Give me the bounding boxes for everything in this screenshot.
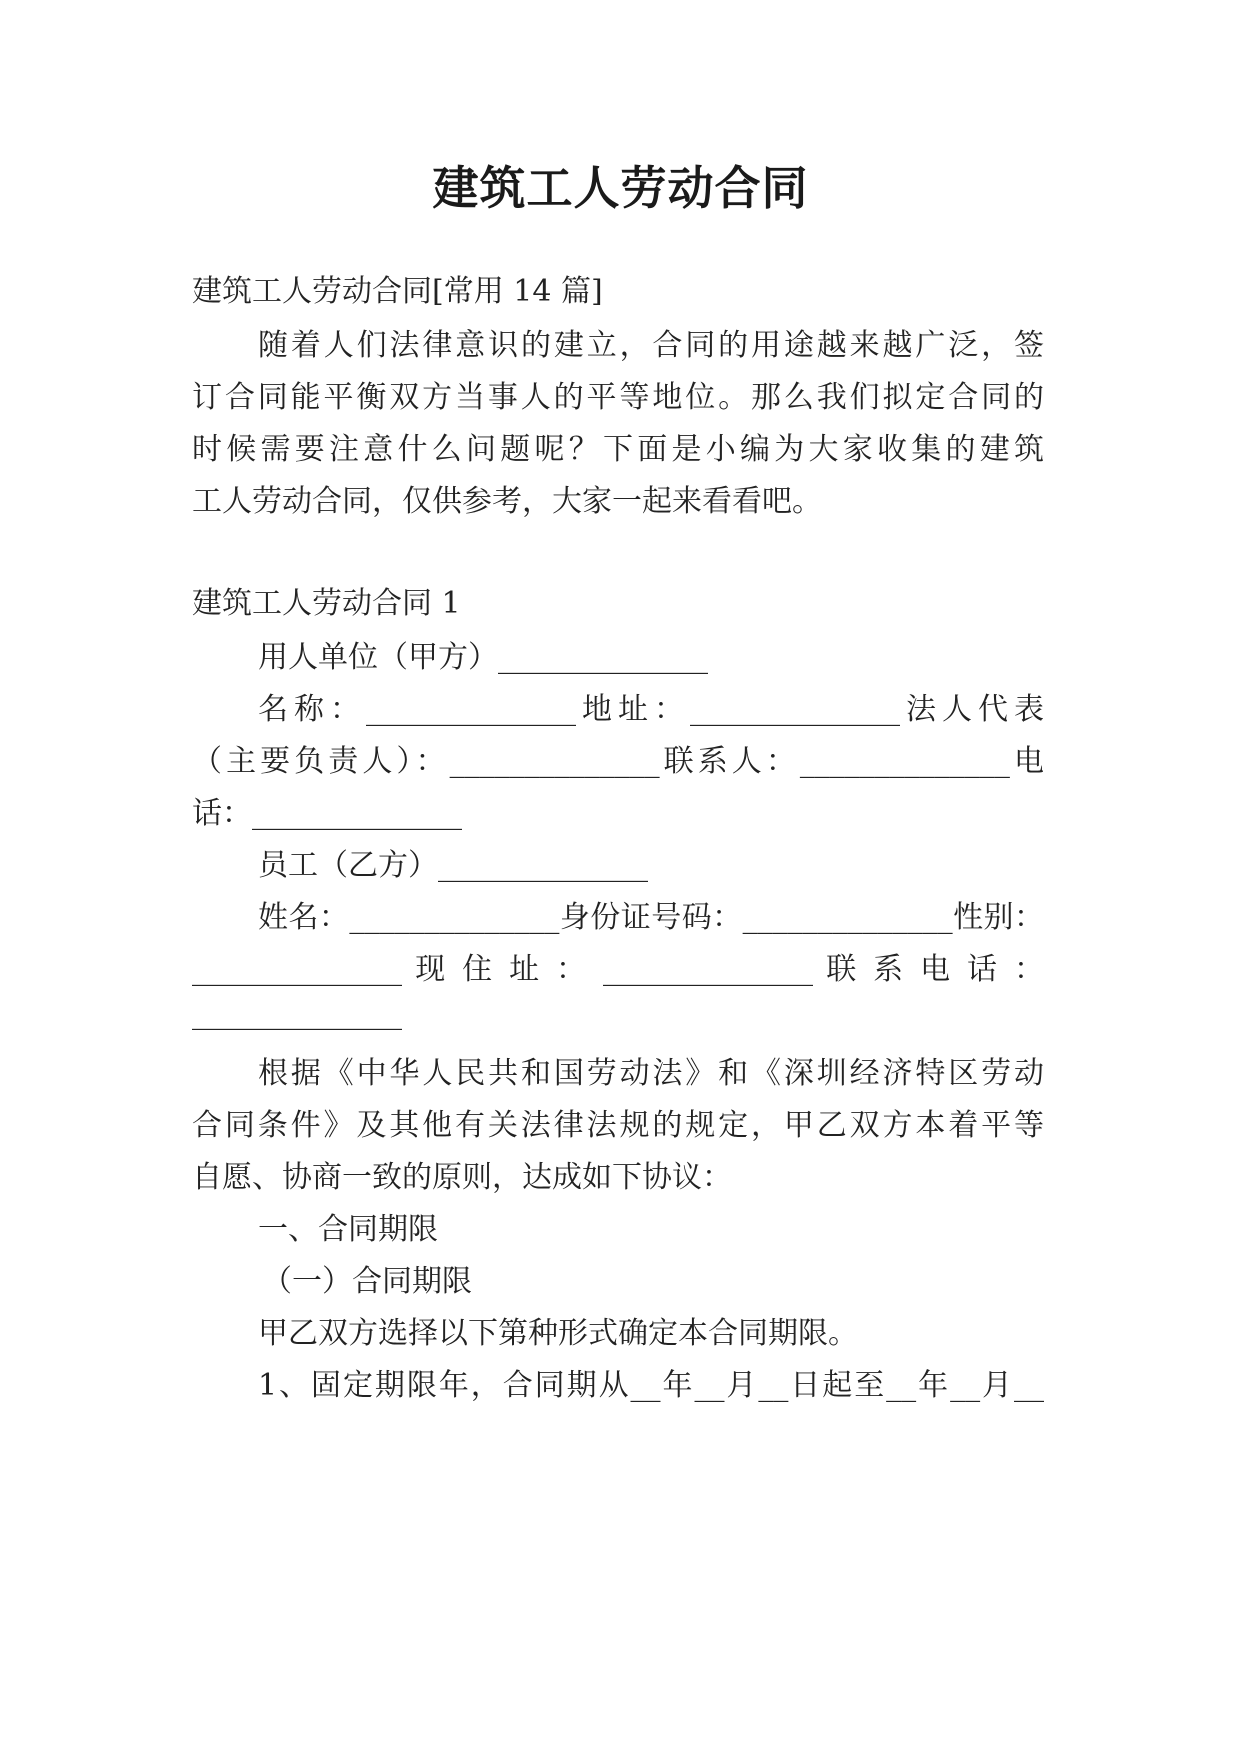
document-title: 建筑工人劳动合同	[432, 161, 809, 215]
intro-line-2: 订合同能平衡双方当事人的平等地位。那么我们拟定合同的	[192, 380, 1044, 415]
intro-line-3: 时候需要注意什么问题呢？下面是小编为大家收集的建筑	[192, 432, 1044, 467]
basis-line-2: 合同条件》及其他有关法律法规的规定，甲乙双方本着平等	[192, 1108, 1044, 1143]
article-1-item-1: 1、固定期限年，合同期从__年__月__日起至__年__月__	[258, 1368, 1044, 1403]
party-b-heading: 员工（乙方）______________	[258, 848, 648, 883]
party-a-line-2: （主要负责人）：______________联系人：______________电	[192, 744, 1044, 779]
basis-line-1: 根据《中华人民共和国劳动法》和《深圳经济特区劳动	[258, 1056, 1044, 1091]
party-a-line-1: 名称：______________地址：______________法人代表	[258, 692, 1044, 727]
article-1-subheading: （一）合同期限	[262, 1264, 472, 1299]
intro-line-1: 随着人们法律意识的建立，合同的用途越来越广泛，签	[258, 328, 1044, 363]
article-1-text: 甲乙双方选择以下第种形式确定本合同期限。	[258, 1316, 858, 1351]
intro-heading: 建筑工人劳动合同[常用 14 篇]	[192, 274, 603, 309]
party-a-heading: 用人单位（甲方）______________	[258, 640, 708, 675]
party-b-line-2: ______________ 现 住 址 ： ______________ 联 系 电 话 ：	[192, 952, 1044, 987]
party-a-line-3: 话：______________	[192, 796, 462, 831]
party-b-line-3: ______________	[192, 996, 402, 1031]
intro-line-4: 工人劳动合同，仅供参考，大家一起来看看吧。	[192, 484, 822, 519]
article-1-heading: 一、合同期限	[258, 1212, 438, 1247]
section-heading: 建筑工人劳动合同 1	[192, 586, 461, 621]
party-b-line-1: 姓名：______________身份证号码：______________性别：	[258, 900, 1044, 935]
basis-line-3: 自愿、协商一致的原则，达成如下协议：	[192, 1160, 732, 1195]
